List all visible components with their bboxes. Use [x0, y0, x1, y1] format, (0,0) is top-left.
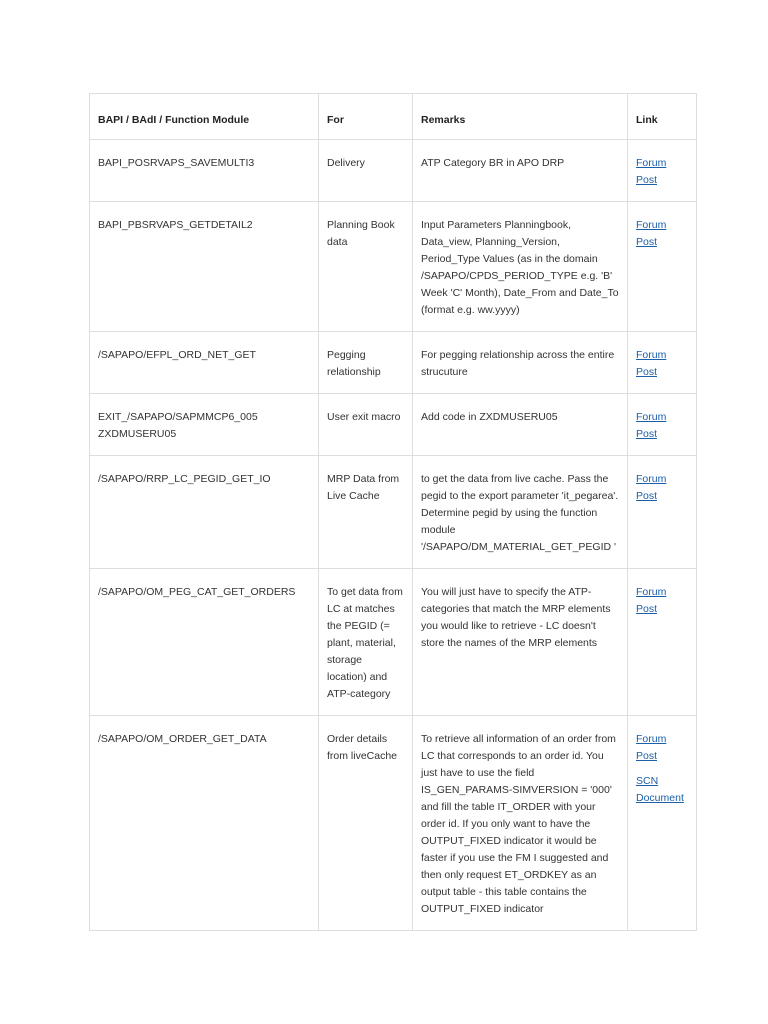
cell-remarks: Input Parameters Planningbook, Data_view, Planning_Version, Period_Type Values (as in the domain /SAPAPO/CPDS_PERIOD_TYPE e.g. 'B' Week 'C' Month), Date_From and Date_To (format e.g. ww.yyyy)	[413, 202, 628, 332]
cell-function: /SAPAPO/OM_ORDER_GET_DATA	[90, 716, 319, 931]
table-row	[90, 140, 697, 202]
cell-remarks: To retrieve all information of an order from LC that corresponds to an order id. You just have to use the field IS_GEN_PARAMS-SIMVERSION = '000' and fill the table IT_ORDER with your order id. If you only want to have the OUTPUT_FIXED indicator it would be faster if you use the FM I suggested and then only request ET_ORDKEY as an output table - this table contains the OUTPUT_FIXED indicator	[413, 716, 628, 931]
cell-for: Order details from liveCache	[319, 716, 413, 931]
cell-link	[628, 456, 697, 569]
header-link: Link	[628, 94, 697, 140]
cell-link	[628, 569, 697, 716]
forum-post-link[interactable]: Forum Post	[636, 157, 667, 186]
bapi-table	[89, 93, 697, 931]
table-row	[90, 202, 697, 332]
cell-for: Delivery	[319, 140, 413, 202]
forum-post-link[interactable]: Forum Post	[636, 733, 667, 762]
cell-remarks: For pegging relationship across the entire strucuture	[413, 332, 628, 394]
cell-for: Pegging relationship	[319, 332, 413, 394]
cell-remarks: ATP Category BR in APO DRP	[413, 140, 628, 202]
forum-post-link[interactable]: Forum Post	[636, 219, 667, 248]
table-row	[90, 569, 697, 716]
cell-link	[628, 716, 697, 931]
cell-function: BAPI_POSRVAPS_SAVEMULTI3	[90, 140, 319, 202]
cell-link	[628, 394, 697, 456]
cell-function: /SAPAPO/OM_PEG_CAT_GET_ORDERS	[90, 569, 319, 716]
cell-link	[628, 332, 697, 394]
table-header-row	[90, 94, 697, 140]
cell-for: To get data from LC at matches the PEGID (= plant, material, storage location) and ATP-category	[319, 569, 413, 716]
header-for: For	[319, 94, 413, 140]
cell-for: User exit macro	[319, 394, 413, 456]
cell-remarks: Add code in ZXDMUSERU05	[413, 394, 628, 456]
cell-function: BAPI_PBSRVAPS_GETDETAIL2	[90, 202, 319, 332]
cell-link	[628, 140, 697, 202]
cell-function: EXIT_/SAPAPO/SAPMMCP6_005 ZXDMUSERU05	[90, 394, 319, 456]
cell-remarks: to get the data from live cache. Pass the pegid to the export parameter 'it_pegarea'. Determine pegid by using the function module '/SAPAPO/DM_MATERIAL_GET_PEGID '	[413, 456, 628, 569]
table-row	[90, 394, 697, 456]
cell-function: /SAPAPO/EFPL_ORD_NET_GET	[90, 332, 319, 394]
header-function: BAPI / BAdI / Function Module	[90, 94, 319, 140]
cell-remarks: You will just have to specify the ATP-categories that match the MRP elements you would like to retrieve - LC doesn't store the names of the MRP elements	[413, 569, 628, 716]
forum-post-link[interactable]: Forum Post	[636, 586, 667, 615]
table-row	[90, 716, 697, 931]
cell-link	[628, 202, 697, 332]
forum-post-link[interactable]: Forum Post	[636, 473, 667, 502]
forum-post-link[interactable]: Forum Post	[636, 411, 667, 440]
cell-function: /SAPAPO/RRP_LC_PEGID_GET_IO	[90, 456, 319, 569]
cell-for: Planning Book data	[319, 202, 413, 332]
cell-for: MRP Data from Live Cache	[319, 456, 413, 569]
table-row	[90, 456, 697, 569]
scn-document-link[interactable]: SCN Document	[636, 775, 684, 804]
header-remarks: Remarks	[413, 94, 628, 140]
table-row	[90, 332, 697, 394]
forum-post-link[interactable]: Forum Post	[636, 349, 667, 378]
